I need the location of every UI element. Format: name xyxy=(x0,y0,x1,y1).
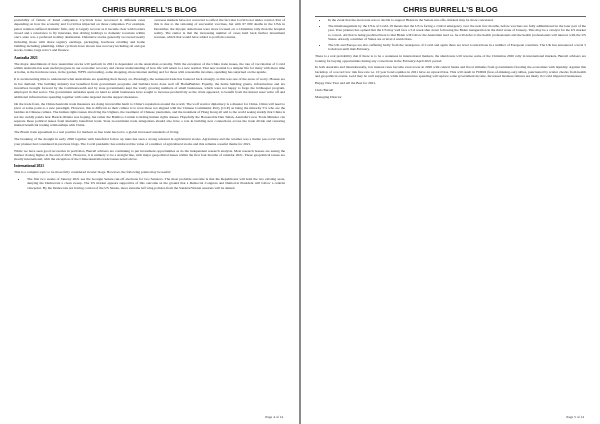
blog-header: CHRIS BURRELL’S BLOG xyxy=(102,5,197,14)
column-left-text: probability of failure of listed companies. Cyclicals have recovered at different rates depending on how the economy and Covid has impacted on those companies. For example, petrol retailers suffered dramatic falls, only to largely recover as it became clear with borders closed and a reluctance to fly interstate, that driving holidays to domestic locations within one’s state was a preferred holiday destination. Defensive stocks generally recovered neatly including those with share registry earnings, packaging, hardware retailing and home building including plumbing. Other cyclicals have shown less recovery including oil and gas stocks, banks, large telco’s and finance. xyxy=(14,18,145,53)
document-page-5 xyxy=(301,0,600,424)
section-heading-australia: Australia 2021 xyxy=(14,55,38,60)
document-page-4 xyxy=(0,0,299,424)
closing-line: Happy New Year and All the Best for 2021. xyxy=(315,81,377,86)
bullet-item: • The UK and Europe are also suffering badly from the resurgence of Covid and again there are level 4 restrictions in a number of European countries. The UK has announced a level 5 lockdown until mid-February. xyxy=(328,43,586,52)
paragraph: The Brexit trade agreement is a real positive for markets as free trade has led to a global increased standards of living. xyxy=(14,130,180,135)
two-column-section xyxy=(14,18,285,53)
header-rule xyxy=(315,16,586,17)
blog-header: CHRIS BURRELL’S BLOG xyxy=(403,5,498,14)
paragraph: In both Australia and internationally, low interest rates become even lower in 2020 with central banks and fiscal stimulus from governments flooding the economies with liquidity. Against this backdrop of a record low risk free rate i.e. 10 year bond equities in 2021 have an upward bias. This will result in FOMO (fear-of-missing-out) rallies, punctuated by scatter checks from health and geopolitical events. Gold may be well supported, while infrastructure spending will replace some government income. Increased business failures are likely in Covid impacted businesses. xyxy=(315,65,586,79)
paragraph: The breaking of the drought in early 2020 together with beneficial follow up rains has seen a strong rebound in agricultural stocks. Agriculture and the weather was a theme pre-covid which your planner had considered in previous blogs. The Covid pandemic has reinforced the value of a number of agricultural stocks and this remains a useful theme for 2021. xyxy=(14,137,285,146)
bullet-item: • The mismanagement by the USA of Covid-19 means that the US is facing a critical emergency over the next few months, before vaccines are fully administered in the later part of the year. Your planner has opined that the US may well face a 5-6 week shut down following the Biden inauguration in the third week of January. This may be a catalyst for the US market to correct. All that is being predicted here is that Biden will follow the Australian lead i.e. he will defer to the health professionals and the health professionals will interact with the US States. Already a number of States are at level 4 restrictions. xyxy=(328,24,586,41)
section-heading-international: International 2021 xyxy=(14,164,45,169)
page-content xyxy=(315,18,586,102)
paragraph: It is an interesting time to understand what Australians are spending their money on. Pleasingly, the restaurant trade has bounced back strongly, as this was one of the areas of worry. Houses are in hot demand. The building industry has benefited from government programs and builders have done well off HomeBuilder. Equally, the home building grants, infrastructure and tax incentives brought forward by the Commonwealth and by state governments kept the vastly growing numbers of small businesses, which were not happy to forgo the JobKeeper program, employed in that sector. The government subsidies spent on hand as small businesses have sought to increase productivity as the crisis appeared, to benefit from the instant asset write off and additional infrastructure spending together with some targeted income support measures. xyxy=(14,77,285,99)
bullet-item: • The first two weeks of January 2021 see the Georgia Senate run-off elections for two Senators. The most probable outcome is that the Republicans will hold the two existing seats, denying the Democrats a clean sweep. The US market appears supportive of this outcome as the ground that a Democrat Congress and Democrat President will follow a centrist viewpoint. By the Democrats not having control of the US Senate, more extreme left wing policies from the Sanders/Warren sessions will be denied. xyxy=(27,177,285,190)
paragraph: On the trade front, the China/Australia trade measures are doing irreversible harm to China’s reputation around the world. The wolf warrior diplomacy is a disaster for China. China will need to pivot at some point to a new paradigm. However, this is difficult as their culture is to treat those not aligned with the Chinese Communist Party (CCP) as being the minority 5% who are the baddies in Chinese culture. The human rights issues involving the Uighurs, the treatment of Chinese journalists, and the treatment of Hong Kong all add to the world seeing starkly that China is not the cuddly panda bear Barack Obama was hoping, but rather the Bamboo Curtain is hiding human rights abuses. Hopefully the Honourable Dan Tehan, Australia’s new Trade Minister can separate these political issues from mutually beneficial trade. State Government trade delegations should also have a role in building new connections across the trade divide and restoring mutual beneficial trading relationships with China. xyxy=(14,101,285,128)
paragraph: The major determinant of how Australian stocks will perform in 2021 is dependent on the Australian economy. With the exception of the China trade issues, the rate of vaccination of Covid within Australia has seen useful progress in our economic recovery and clearer understanding of how life will return to a new normal. That new normal is a simpler life for many with more time at home, at the hardware store, in the garden, WFH, and reading, some shopping, more internet surfing and for those with reasonable incomes, spending has surprised on the upside. xyxy=(14,61,285,75)
bullet-list xyxy=(14,177,285,190)
page-content xyxy=(14,18,285,193)
bullet-item: • In the event that the electorate was to decide to support Biden in the Senate run-offs, markets may be more concerned. xyxy=(328,18,586,22)
paragraph: This is a complex topic to be more fully considered in later blogs. However, the following points may be useful: xyxy=(14,170,172,175)
column-right-text: overseas markets have not corrected to reflect the fact that Covid is not under control. Part of this is due to the rationing of successful vaccines, but with 67 000 deaths in the USA in December, the myopic Americans were more focused on a Christmas rally than the hospital reality. The rumor is that the increasing number of cases held back further investment revenue, which that would have added to portfolio returns. xyxy=(154,18,285,40)
header-rule xyxy=(14,16,285,17)
signature-title: Managing Director xyxy=(315,94,342,99)
paragraph: There is a real probability that if there is to be a weakness in international markets, the shutdowns will reverse some of the Christmas 2020 rally in international markets. Burrell advisers are looking for buying opportunities during any corrections in the February/April 2021 period. xyxy=(315,54,586,63)
signature-name: Chris Burrell xyxy=(315,88,334,93)
bullet-list xyxy=(315,18,586,52)
page-number: Page 4 of 14 xyxy=(265,415,283,419)
paragraph: While we have seen good recoveries in portfolios, Burrell advisers are continuing to put investment opportunities as do the independent research analysts. Most research houses are seeing the market closing higher at the end of 2021. However, it is unlikely to be a straight line, with major geopolitical issues within the first four months of calendar 2021. These geopolitical issues are mostly international, with the exception of the China/Australia trade issues noted above. xyxy=(14,148,285,162)
page-number: Page 5 of 14 xyxy=(566,415,584,419)
